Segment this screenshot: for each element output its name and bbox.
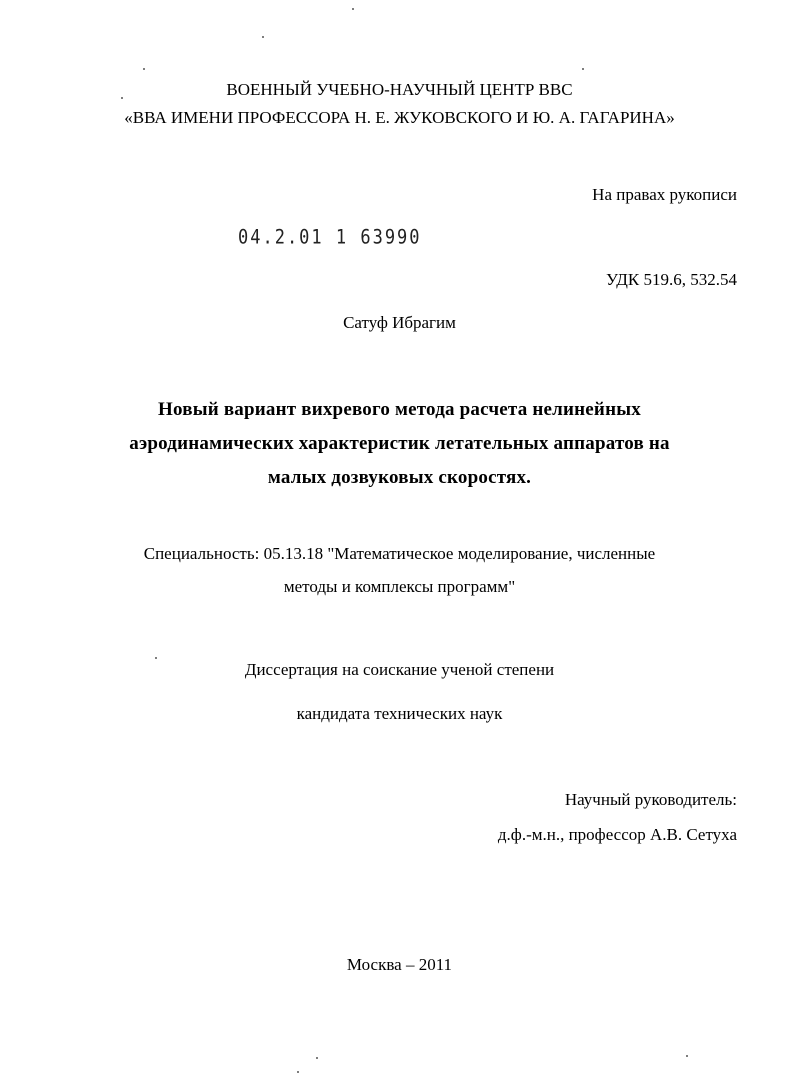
degree-line-1: Диссертация на соискание ученой степени [244,660,555,679]
udc-code: УДК 519.6, 532.54 [605,270,737,289]
scan-speck [155,657,157,659]
scan-speck [143,68,145,70]
title-line-1: Новый вариант вихревого метода расчета нелинейных [158,399,641,420]
manuscript-note: На правах рукописи [592,185,737,204]
scan-speck [352,8,354,10]
specialty-line-1: Специальность: 05.13.18 "Математическое моделирование, численные [143,544,656,563]
supervisor-label: Научный руководитель: [564,790,737,809]
scan-speck [316,1057,318,1059]
scan-speck [686,1055,688,1057]
organization-line-2: «ВВА ИМЕНИ ПРОФЕССОРА Н. Е. ЖУКОВСКОГО И Ю. А. ГАГАРИНА» [124,108,675,127]
title-line-3: малых дозвуковых скоростях. [267,467,532,488]
organization-line-1: ВОЕННЫЙ УЧЕБНО-НАУЧНЫЙ ЦЕНТР ВВС [226,80,573,99]
specialty-line-2: методы и комплексы программ" [283,577,516,596]
title-line-2: аэродинамических характеристик летательных аппаратов на [129,433,670,454]
scan-speck [262,36,264,38]
degree-line-2: кандидата технических наук [296,704,503,723]
place-year: Москва – 2011 [346,955,453,974]
archive-stamp: 04.2.01 1 63990 [238,226,422,249]
scan-speck [297,1071,299,1073]
scan-speck [582,68,584,70]
author-name: Сатуф Ибрагим [343,313,456,332]
supervisor-name: д.ф.-м.н., профессор А.В. Сетуха [497,825,737,844]
